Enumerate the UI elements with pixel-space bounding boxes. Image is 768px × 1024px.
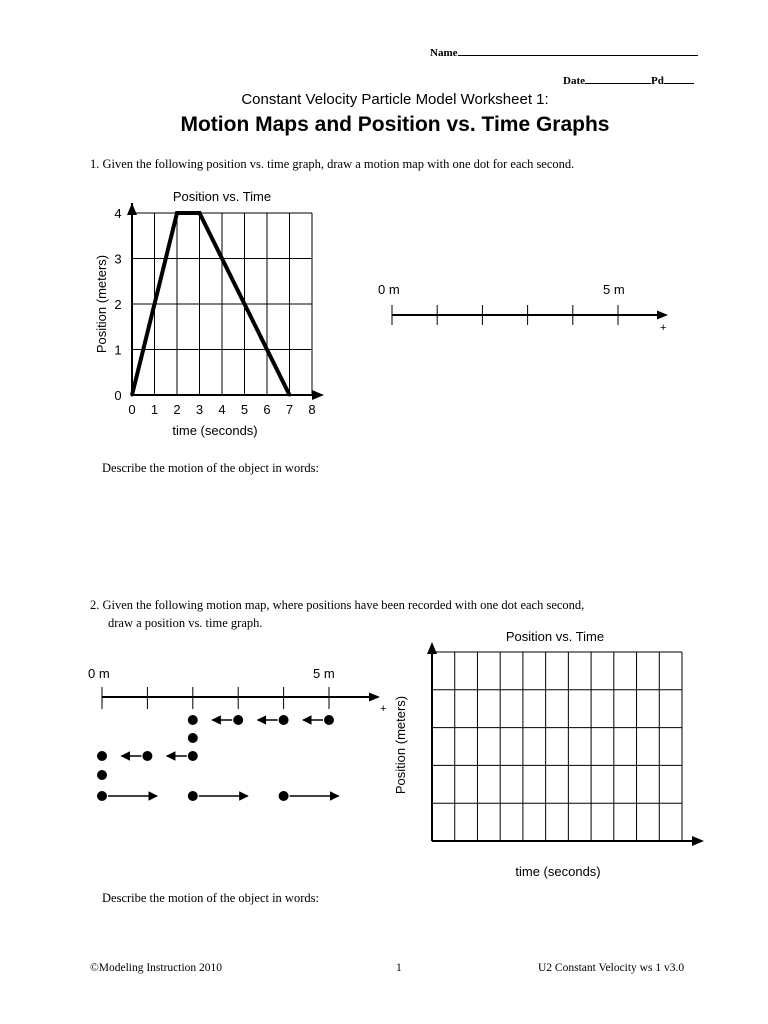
q1-x-axis-label: time (seconds) (172, 423, 258, 438)
q1-motion-map-five-label: 5 m (603, 282, 625, 297)
q2-motion-map (88, 666, 386, 801)
q2-motion-map-five-label: 5 m (313, 666, 335, 681)
q1-graph-grid (132, 213, 312, 395)
date-label: Date (563, 75, 585, 87)
motion-map-dot (188, 733, 198, 743)
q1-y-tick-label: 1 (114, 342, 122, 358)
footer-copyright: ©Modeling Instruction 2010 (90, 962, 223, 974)
motion-map-dot (279, 715, 289, 725)
q2-graph-grid[interactable] (432, 652, 682, 841)
q1-y-axis-label: Position (meters) (94, 254, 109, 354)
q1-y-tick-label: 4 (114, 206, 122, 221)
motion-map-dot (279, 791, 289, 801)
motion-map-dot (188, 715, 198, 725)
q1-motion-map (378, 282, 668, 334)
motion-map-dot (97, 751, 107, 761)
q1-data-point (198, 212, 201, 215)
motion-map-dot (233, 715, 243, 725)
footer-page-number: 1 (396, 962, 402, 974)
name-label: Name (430, 47, 458, 59)
q1-data-point (176, 212, 179, 215)
q1-x-tick-label: 2 (173, 402, 181, 417)
q2-motion-map-zero-label: 0 m (88, 666, 110, 681)
motion-map-dot (188, 751, 198, 761)
q1-data-point (131, 394, 134, 397)
pd-label: Pd (651, 75, 664, 87)
q2-x-axis-arrow-icon (692, 836, 704, 846)
q1-x-tick-label: 6 (263, 402, 271, 417)
q2-graph-title: Position vs. Time (505, 629, 605, 644)
q2-motion-map-arrow-icon (369, 693, 380, 702)
q1-x-tick-label: 7 (285, 402, 294, 417)
q1-x-tick-label: 1 (150, 402, 159, 417)
q1-x-tick-label: 0 (128, 402, 136, 417)
worksheet-subtitle: Constant Velocity Particle Model Worksheet 1: (241, 91, 549, 108)
q1-data-point (288, 394, 291, 397)
q1-y-axis-arrow-icon (127, 203, 137, 215)
question-2-describe-label: Describe the motion of the object in words: (102, 891, 319, 905)
footer-version: U2 Constant Velocity ws 1 v3.0 (538, 962, 685, 974)
q1-x-tick-label: 5 (240, 402, 249, 417)
worksheet-title: Motion Maps and Position vs. Time Graphs (180, 113, 610, 136)
q2-y-axis-arrow-icon (427, 642, 437, 654)
motion-map-dot (97, 770, 107, 780)
q1-position-time-graph (94, 189, 324, 438)
q1-motion-map-zero-label: 0 m (378, 282, 400, 297)
q2-x-axis-label: time (seconds) (515, 864, 601, 879)
q1-motion-map-arrow-icon (657, 311, 668, 320)
motion-map-dot (188, 791, 198, 801)
question-1-prompt: 1. Given the following position vs. time graph, draw a motion map with one dot for each second. (90, 157, 575, 171)
q2-blank-position-time-graph[interactable] (393, 629, 704, 879)
q1-x-axis-arrow-icon (312, 390, 324, 400)
q1-y-tick-label: 2 (114, 297, 122, 312)
q2-motion-map-dots (97, 715, 339, 801)
q1-y-tick-label: 0 (114, 388, 122, 403)
motion-map-dot (324, 715, 334, 725)
q2-motion-map-plus: + (380, 703, 387, 715)
q1-x-tick-label: 4 (218, 402, 226, 417)
q1-x-tick-label: 3 (195, 402, 204, 417)
question-2-prompt-line-2: draw a position vs. time graph. (108, 616, 263, 630)
motion-map-dot (142, 751, 152, 761)
question-1-describe-label: Describe the motion of the object in words: (102, 461, 319, 475)
q2-y-axis-label: Position (meters) (393, 695, 408, 795)
question-2-prompt-line-1: 2. Given the following motion map, where positions have been recorded with one dot each second, (90, 598, 585, 612)
q1-graph-title: Position vs. Time (172, 189, 272, 204)
motion-map-dot (97, 791, 107, 801)
q1-motion-map-plus: + (660, 322, 667, 334)
q1-y-tick-label: 3 (114, 251, 122, 267)
q1-x-tick-label: 8 (308, 402, 316, 417)
